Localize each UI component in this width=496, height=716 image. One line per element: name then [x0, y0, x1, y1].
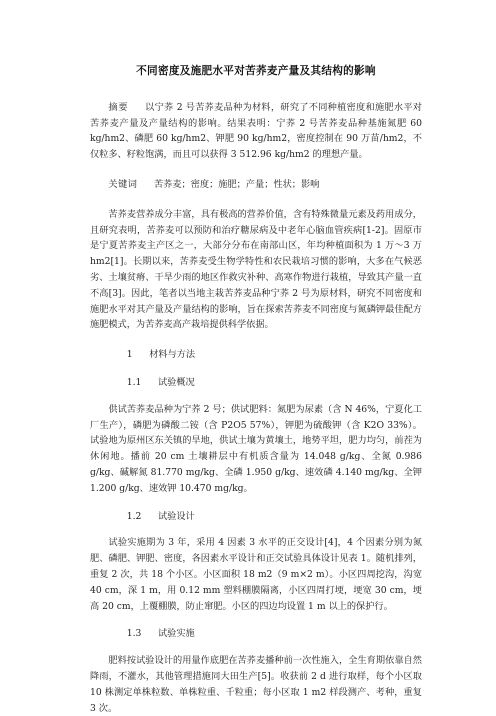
abstract-text: 以宁荞 2 号苦荞麦品种为材料，研究了不同种植密度和施肥水平对苦荞麦产量及产量结构的影响。结果表明：宁荞 2 号苦荞麦品种基施氮肥 60 kg/hm2、磷肥 60 kg/hm2、钾肥 90 kg/hm2，密度控制在 90 万苗/hm2，不仅粒多、籽粒饱满，而且可以获得 3 512.96 kg/hm2 的理想产量。 [90, 101, 422, 161]
subsection-title: 试验概况 [157, 376, 195, 388]
abstract-label: 摘要 [108, 101, 129, 113]
subsection-title: 试验实施 [157, 628, 195, 640]
paragraph-1-1: 供试苦荞麦品种为宁荞 2 号；供试肥料：氮肥为尿素（含 N 46%，宁夏化工厂生产），磷肥为磷酸二铵（含 P2O5 57%），钾肥为硫酸钾（含 K2O 33%）。试验地为原州区东关镇的旱地，供试土壤为黄壤土，地势平坦，肥力均匀，前茬为休闲地。播前 20 cm 土壤耕层中有机质含量为 14.048 g/kg、全氮 0.986 g/kg、碱解氮 81.770 mg/kg、全磷 1.950 g/kg、速效磷 4.140 mg/kg、全钾 1.200 g/kg、速效钾 10.470 mg/kg。 [90, 403, 422, 494]
keywords-label: 关键词 [108, 178, 138, 190]
document-title: 不同密度及施肥水平对苦荞麦产量及其结构的影响 [136, 65, 376, 77]
subsection-number: 1.3 [126, 628, 142, 640]
abstract [90, 100, 422, 163]
subsection-heading-1-2 [90, 509, 422, 525]
paragraph-1-2: 试验实施期为 3 年，采用 4 因素 3 水平的正交设计[4]，4 个因素分别为氮肥、磷肥、钾肥、密度，各因素水平设计和正交试验具体设计见表 1。随机排列，重复 2 次，共 18 个小区。小区面积 18 m2（9 m×2 m）。小区四周挖沟，沟宽 40 cm，深 1 m，用 0.12 mm 塑料棚膜隔离，小区四周打埂，埂宽 30 cm，埂高 20 cm，上覆棚膜，防止窜肥。小区的四边均设置 1 m 以上的保护行。 [90, 537, 422, 612]
subsection-number: 1.2 [126, 510, 142, 522]
section-number: 1 [126, 349, 133, 361]
subsection-heading-1-3 [90, 626, 422, 642]
intro-paragraph: 苦荞麦营养成分丰富，具有极高的营养价值，含有特殊微量元素及药用成分，且研究表明，苦荞麦可以预防和治疗糖尿病及中老年心脑血管疾病[1-2]。固原市是宁夏苦荞麦主产区之一，大部分分布在南部山区，年均种植面积为 1 万～3 万 hm2[1]。长期以来，苦荞麦受生物学特性和农民栽培习惯的影响，大多在气候恶劣、土壤贫瘠、干旱少雨的地区作救灾补种、高寒作物进行栽植，导致其产量一直不高[3]。因此，笔者以当地主栽苦荞麦品种宁荞 2 号为原材料，研究不同密度和施肥水平对其产量及产量结构的影响，旨在探索苦荞麦不同密度与氮磷钾最佳配方施肥模式，为苦荞麦高产栽培提供科学依据。 [90, 208, 422, 331]
keywords-text: 苦荞麦；密度；施肥；产量；性状；影响 [154, 178, 320, 190]
paragraph-1-3: 肥料按试验设计的用量作底肥在苦荞麦播种前一次性施入，全生育期依靠自然降雨，不灌水，其他管理措施同大田生产[5]。收获前 2 d 进行取样，每个小区取 10 株测定单株粒数、单株粒重、千粒重；每小区取 1 m2 样段测产、考种，重复 3 次。 [90, 655, 422, 714]
subsection-heading-1-1 [90, 375, 422, 391]
section-title: 材料与方法 [149, 349, 196, 361]
subsection-title: 试验设计 [157, 510, 195, 522]
keywords [90, 177, 422, 193]
subsection-number: 1.1 [126, 376, 142, 388]
section-heading-1 [90, 347, 422, 363]
